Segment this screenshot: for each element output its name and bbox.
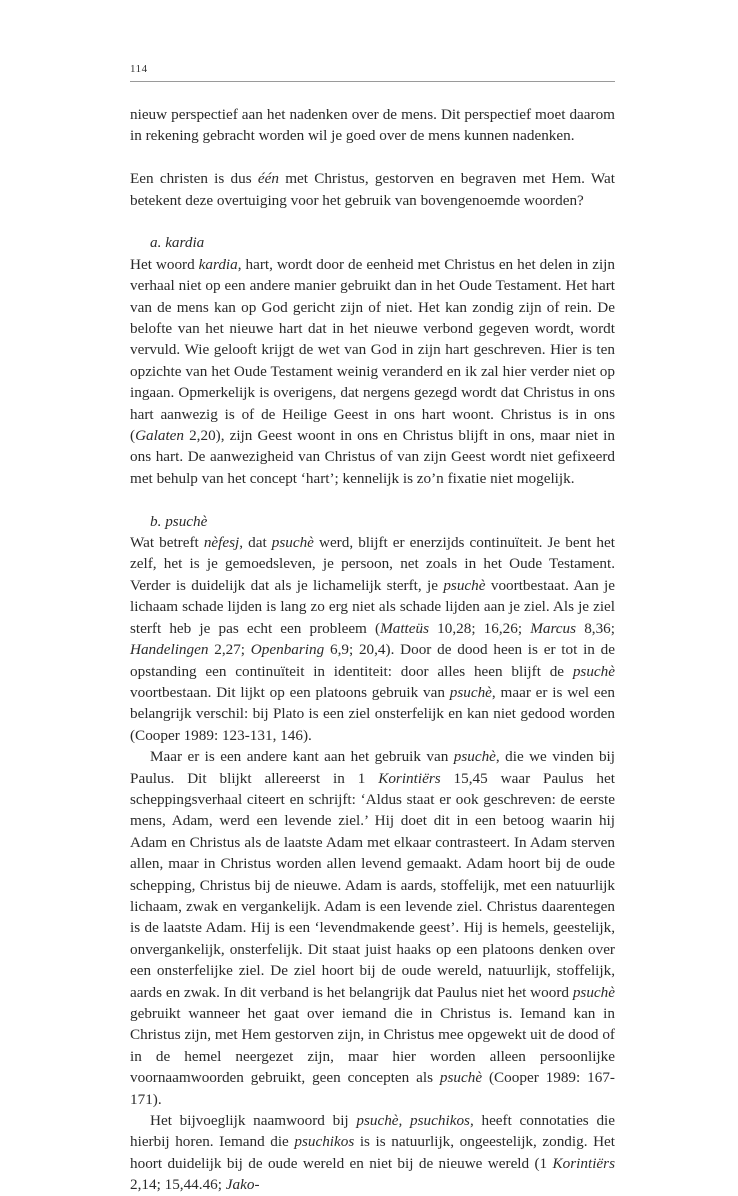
body-text — [130, 104, 615, 1196]
header-rule — [130, 81, 615, 82]
paragraph-psuche-3: Het bijvoeglijk naamwoord bij psuchè, psuchikos, heeft connotaties die hierbij horen. Iemand die psuchikos is is natuurlijk, ongeestelijk, zondig. Het hoort duidelijk bij de oude wereld en niet bij de nieuwe wereld (1 Korintiërs 2,14; 15,44.46; Jako- — [130, 1112, 615, 1194]
page-number: 114 — [130, 63, 148, 75]
paragraph-psuche-1: Wat betreft nèfesj, dat psuchè werd, blijft er enerzijds continuïteit. Je bent het zelf, het is je gemoedsleven, je persoon, net zoals in het Oude Testament. Verder is duidelijk dat als je lichamelijk sterft, je psuchè voortbestaat. Aan je lichaam schade lijden is lang zo erg niet als schade lijden aan je ziel. Als je ziel sterft heb je pas echt een probleem (Matteüs 10,28; 16,26; Marcus 8,36; Handelingen 2,27; Openbaring 6,9; 20,4). Door de dood heen is er tot in de opstanding een continuïteit in identiteit: door alles heen blijft de psuchè voortbestaan. Dit lijkt op een platoons gebruik van psuchè, maar er is wel een belangrijk verschil: bij Plato is een ziel onsterfelijk en kan niet gedood worden (Cooper 1989: 123-131, 146). — [130, 534, 616, 744]
section-heading-psuche: b. psuchè — [150, 512, 208, 530]
paragraph-intro: nieuw perspectief aan het nadenken over de mens. Dit perspectief moet daarom in rekening gebracht worden wil je goed over de mens kunnen nadenken. — [130, 106, 615, 145]
paragraph-christen: Een christen is dus één met Christus, gestorven en begraven met Hem. Wat betekent deze overtuiging voor het gebruik van bovengenoemde woorden? — [130, 170, 615, 209]
paragraph-psuche-2: Maar er is een andere kant aan het gebruik van psuchè, die we vinden bij Paulus. Dit blijkt allereerst in 1 Korintiërs 15,45 waar Paulus het scheppingsverhaal citeert en schrijft: ‘Aldus staat er ook geschreven: de eerste mens, Adam, werd een levende ziel.’ Hij doet dit in een betoog waarin hij Adam en Christus als de laatste Adam met elkaar contrasteert. In Adam sterven allen, maar in Christus worden allen levend gemaakt. Adam hoort bij de oude schepping, Christus bij de nieuwe. Adam is aards, stoffelijk, met een natuurlijk lichaam, zwak en vergankelijk. Adam is een levende ziel. Christus daarentegen is de laatste Adam. Hij is een ‘levendmakende geest’. Hij is hemels, geestelijk, onvergankelijk, onsterfelijk. Dit staat juist haaks op een platoons denken over een onsterfelijke ziel. De ziel hoort bij de oude wereld, natuurlijk, stoffelijk, aards en zwak. In dit verband is het belangrijk dat Paulus niet het woord psuchè gebruikt wanneer het gaat over iemand die in Christus is. Iemand kan in Christus zijn, met Hem gestorven zijn, in Christus mee opgewekt uit de dood of in de hemel neergezet zijn, maar hier worden alleen persoonlijke voornaamwoorden gebruikt, geen concepten als psuchè (Cooper 1989: 167-171). — [130, 748, 615, 1108]
paragraph-kardia: Het woord kardia, hart, wordt door de eenheid met Christus en het delen in zijn verhaal niet op een andere manier gebruikt dan in het Oude Testament. Het hart van de mens kan op God gericht zijn of niet. Het kan zondig zijn of rein. De belofte van het nieuwe hart dat in het nieuwe verbond gegeven wordt, wordt vervuld. Wie gelooft krijgt de wet van God in zijn hart geschreven. Hier is ten opzichte van het Oude Testament weinig veranderd en ik zal hier verder niet op ingaan. Opmerkelijk is overigens, dat nergens gezegd wordt dat Christus in ons hart aanwezig is of de Heilige Geest in ons hart woont. Christus is in ons (Galaten 2,20), zijn Geest woont in ons en Christus blijft in ons, maar niet in ons hart. De aanwezigheid van Christus of van zijn Geest wordt niet gefixeerd met behulp van het concept ‘hart’; kennelijk is zo’n fixatie niet mogelijk. — [130, 255, 615, 487]
section-heading-kardia: a. kardia — [150, 234, 205, 252]
